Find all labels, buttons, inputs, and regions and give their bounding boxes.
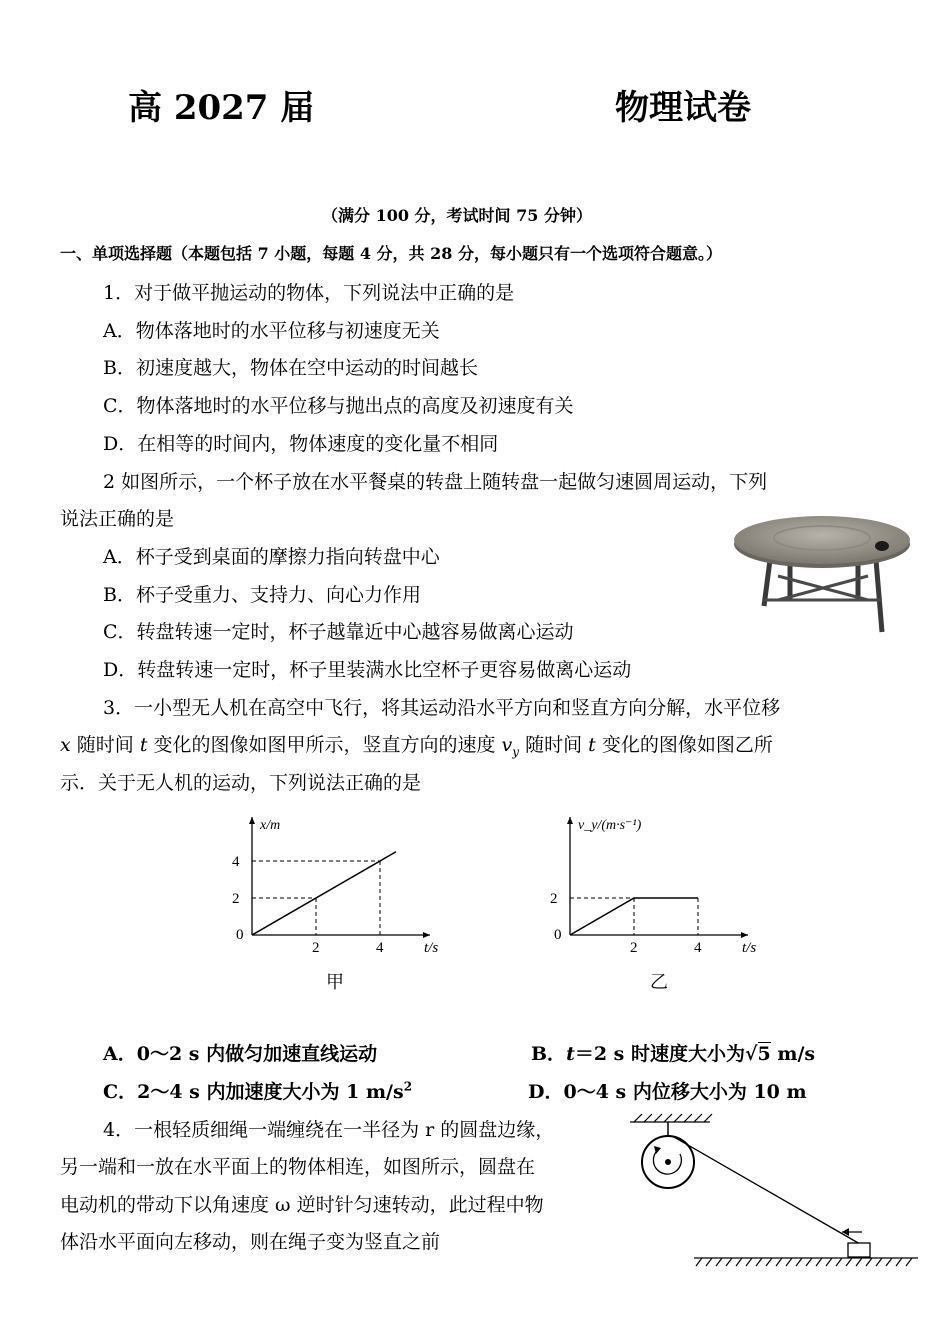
q3-text-b: 变化的图像如图甲所示，竖直方向的速度 — [147, 734, 502, 756]
q3-option-b-unit: m/s — [770, 1043, 816, 1065]
q2-stem-line2: 说法正确的是 — [60, 508, 175, 530]
table-top — [734, 516, 910, 564]
chart-yi-x-arrow — [741, 932, 748, 938]
chart-jia-x-tick-label: 0 — [236, 927, 244, 943]
block — [848, 1243, 870, 1257]
q2-option-b: B．杯子受重力、支持力、向心力作用 — [103, 584, 421, 606]
chart-yi-x-tick-label: 0 — [554, 927, 562, 943]
chart-yi-y-arrow — [567, 817, 573, 824]
q3-option-c-sup: 2 — [403, 1079, 413, 1094]
q3-option-a: A．0～2 s 内做匀加速直线运动 — [103, 1043, 378, 1065]
q3-option-d: D．0～4 s 内位移大小为 10 m — [528, 1081, 807, 1103]
chart-jia-x-arrow — [423, 932, 430, 938]
q3-option-b-mid: ＝2 s 时速度大小为 — [574, 1043, 745, 1065]
chart-yi-plot — [550, 817, 756, 956]
chart-jia-y-arrow — [249, 817, 255, 824]
rope — [674, 1137, 860, 1244]
chart-yi — [540, 805, 780, 965]
cup — [875, 541, 889, 551]
chart-jia-x-tick-label: 4 — [376, 940, 384, 956]
q3-text-d: 变化的图像如图乙所 — [595, 734, 773, 756]
q3-text-a: 随时间 — [70, 734, 140, 756]
q2-option-d: D．转盘转速一定时，杯子里装满水比空杯子更容易做离心运动 — [103, 659, 632, 681]
chart-jia-x-label: t/s — [424, 940, 439, 956]
chart-jia — [222, 805, 462, 965]
round-table-illustration — [730, 508, 910, 638]
exam-subject: 物理试卷 — [615, 88, 751, 128]
q1-option-d: D．在相等的时间内，物体速度的变化量不相同 — [103, 433, 499, 455]
chart-yi-x-tick-label: 4 — [694, 940, 702, 956]
chart-yi-y-tick-label: 2 — [550, 891, 558, 907]
q3-stem-line1: 3．一小型无人机在高空中飞行，将其运动沿水平方向和竖直方向分解，水平位移 — [103, 697, 781, 719]
q4-line3: 电动机的带动下以角速度 ω 逆时针匀速转动，此过程中物 — [60, 1194, 544, 1216]
q3-option-c — [103, 1077, 412, 1104]
q3-option-b — [531, 1039, 815, 1066]
q3-option-b-prefix: B． — [531, 1043, 567, 1065]
q1-stem: 1．对于做平抛运动的物体，下列说法中正确的是 — [103, 282, 515, 304]
q2-option-a: A．杯子受到桌面的摩擦力指向转盘中心 — [103, 546, 440, 568]
var-x: x — [60, 734, 71, 756]
q1-option-b: B．初速度越大，物体在空中运动的时间越长 — [103, 357, 478, 379]
var-t2: t — [588, 734, 596, 756]
q2-stem-line1: 2 如图所示，一个杯子放在水平餐桌的转盘上随转盘一起做匀速圆周运动，下列 — [103, 471, 768, 493]
table-legs — [764, 560, 882, 632]
chart-jia-y-tick-label: 4 — [232, 854, 240, 870]
q3-text-c: 随时间 — [519, 734, 589, 756]
var-v: v — [501, 734, 513, 756]
q4-line2: 另一端和一放在水平面上的物体相连，如图所示，圆盘在 — [60, 1156, 536, 1178]
chart-yi-x-tick-label: 2 — [630, 940, 638, 956]
chart-caption-yi: 乙 — [650, 972, 668, 993]
sqrt-radicand: 5 — [757, 1043, 771, 1065]
ceiling-hatch — [630, 1114, 712, 1122]
pulley-diagram — [630, 1112, 920, 1278]
sqrt-symbol: √ — [745, 1043, 758, 1065]
var-vy-sub: y — [512, 744, 520, 759]
q1-option-a: A．物体落地时的水平位移与初速度无关 — [103, 320, 440, 342]
var-t: t — [139, 734, 148, 756]
chart-yi-x-label: t/s — [742, 940, 757, 956]
q3-stem-line3: 示．关于无人机的运动，下列说法正确的是 — [60, 772, 422, 794]
chart-jia-series-line — [252, 852, 396, 935]
ground-hatch — [694, 1258, 918, 1266]
exam-grade: 高 2027 届 — [128, 88, 315, 128]
chart-jia-x-tick-label: 2 — [312, 940, 320, 956]
exam-info: （满分 100 分，考试时间 75 分钟） — [322, 206, 592, 225]
q3-stem-line2 — [60, 730, 773, 759]
chart-jia-y-tick-label: 2 — [232, 891, 240, 907]
var-t-b: t — [566, 1043, 575, 1065]
section-heading: 一、单项选择题（本题包括 7 小题，每题 4 分，共 28 分，每小题只有一个选项符合题意。） — [60, 244, 722, 263]
q4-line1: 4．一根轻质细绳一端缠绕在一半径为 r 的圆盘边缘， — [103, 1119, 555, 1141]
q4-line4: 体沿水平面向左移动，则在绳子变为竖直之前 — [60, 1231, 441, 1253]
q3-option-c-text: C．2～4 s 内加速度大小为 1 m/s — [103, 1081, 404, 1103]
q2-option-c: C．转盘转速一定时，杯子越靠近中心越容易做离心运动 — [103, 621, 574, 643]
chart-jia-plot — [232, 817, 438, 956]
chart-jia-y-label: x/m — [260, 818, 281, 833]
q1-option-c: C．物体落地时的水平位移与抛出点的高度及初速度有关 — [103, 395, 574, 417]
chart-caption-jia: 甲 — [326, 972, 344, 993]
disk-center — [665, 1159, 671, 1165]
chart-yi-y-label: v_y/(m·s⁻¹) — [578, 818, 642, 833]
